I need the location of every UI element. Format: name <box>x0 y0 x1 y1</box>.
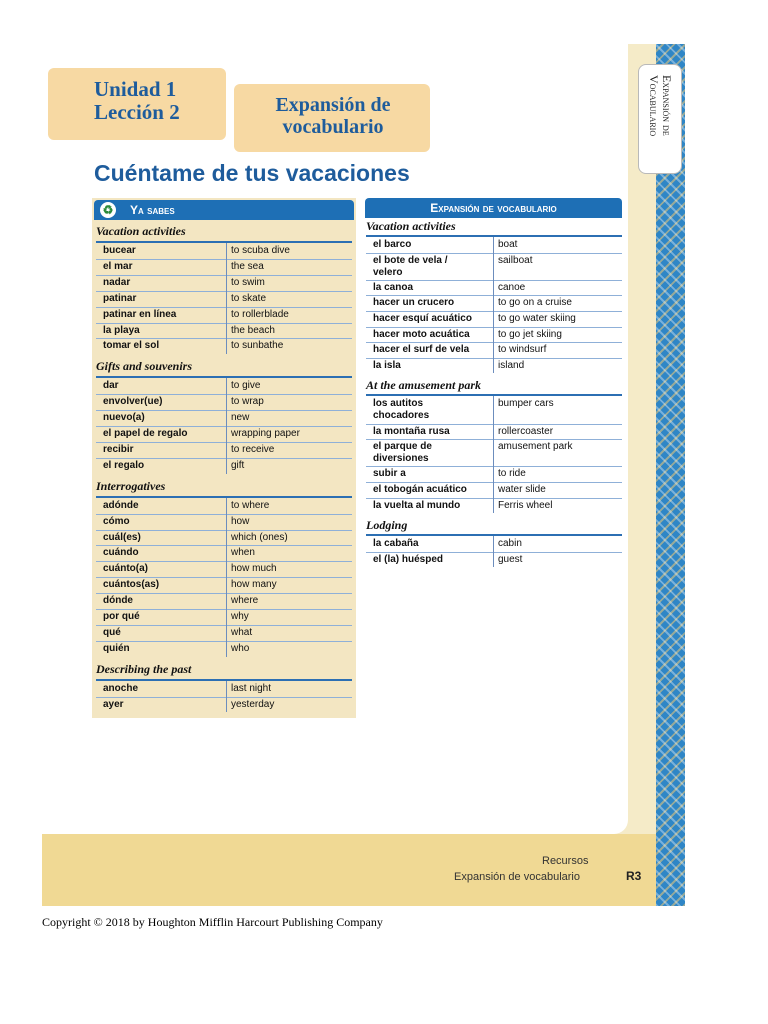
english-term: guest <box>498 553 523 565</box>
ya-sabes-header <box>94 200 354 220</box>
spanish-term: la vuelta al mundo <box>373 499 461 511</box>
section-title: Describing the past <box>96 661 192 676</box>
english-term: which (ones) <box>231 531 288 543</box>
spanish-term: patinar <box>103 292 137 304</box>
english-term: to give <box>231 380 261 392</box>
spanish-term: hacer esquí acuático <box>373 313 472 324</box>
vocab-row <box>96 609 352 625</box>
side-tab-line2: Vocabulario <box>647 75 661 137</box>
spanish-term: los autitos chocadores <box>373 398 430 422</box>
vocab-row <box>96 426 352 442</box>
spanish-term: quién <box>103 642 130 654</box>
english-term: sailboat <box>498 254 533 266</box>
section-title: Vacation activities <box>96 224 186 238</box>
vocab-row <box>96 338 352 354</box>
column-divider <box>226 498 227 657</box>
spanish-term: cómo <box>103 515 130 527</box>
english-term: yesterday <box>231 698 275 710</box>
textbook-page <box>42 44 685 906</box>
spanish-term: patinar en línea <box>103 308 177 320</box>
vocab-row <box>96 593 352 609</box>
english-term: to windsurf <box>498 344 547 356</box>
english-term: gift <box>231 459 245 471</box>
unit-label: Unidad 1 <box>94 77 177 101</box>
english-term: to rollerblade <box>231 308 289 320</box>
vocab-row <box>96 681 352 697</box>
english-term: why <box>231 611 249 622</box>
spanish-term: cuál(es) <box>103 531 141 543</box>
spanish-term: el papel de regalo <box>103 428 188 439</box>
recycle-icon: ♻ <box>100 202 116 218</box>
vocab-row <box>96 697 352 713</box>
spanish-term: cuántos(as) <box>103 579 160 591</box>
vocab-row <box>366 342 622 358</box>
english-term: Ferris wheel <box>498 499 553 511</box>
english-term: to scuba dive <box>231 245 290 256</box>
spanish-term: el bote de vela / velero <box>373 254 448 278</box>
footer-recursos: Recursos <box>542 855 589 867</box>
vocab-row <box>96 243 352 259</box>
section-title: At the amusement park <box>366 378 482 393</box>
english-term: last night <box>231 682 272 694</box>
column-divider <box>226 378 227 473</box>
spanish-term: anoche <box>103 682 139 694</box>
column-divider <box>226 243 227 354</box>
footer-section: Expansión de vocabulario <box>454 871 580 883</box>
english-term: wrapping paper <box>231 428 300 439</box>
spanish-term: el barco <box>373 239 412 250</box>
english-term: to skate <box>231 292 267 304</box>
spanish-term: recibir <box>103 443 134 455</box>
english-term: bumper cars <box>498 398 554 410</box>
vocab-row <box>366 358 622 374</box>
vocab-row <box>366 237 622 253</box>
footer-band <box>42 834 656 906</box>
vocab-row <box>96 530 352 546</box>
vocab-row <box>366 498 622 514</box>
vocab-row <box>96 545 352 561</box>
column-divider <box>493 536 494 567</box>
english-term: to go on a cruise <box>498 297 572 309</box>
spanish-term: adónde <box>103 499 139 511</box>
ya-sabes-label: Ya sabes <box>130 203 175 217</box>
spanish-term: el (la) huésped <box>373 553 444 565</box>
english-term: where <box>231 595 259 607</box>
english-term: amusement park <box>498 441 573 453</box>
spanish-term: hacer el surf de vela <box>373 344 470 356</box>
spanish-term: la montaña rusa <box>373 425 450 437</box>
vocab-row <box>96 514 352 530</box>
english-term: to ride <box>498 468 526 480</box>
english-term: to sunbathe <box>231 340 284 352</box>
column-divider <box>493 396 494 513</box>
vocab-row <box>366 295 622 311</box>
vocab-row <box>96 577 352 593</box>
vocab-row <box>366 439 622 466</box>
english-term: how many <box>231 579 277 591</box>
spanish-term: subir a <box>373 468 406 480</box>
english-term: cabin <box>498 538 522 550</box>
vocab-row <box>96 291 352 307</box>
english-term: the sea <box>231 260 264 272</box>
spanish-term: ayer <box>103 698 124 710</box>
spanish-term: tomar el sol <box>103 340 160 352</box>
section-title: Lodging <box>366 518 408 533</box>
vocab-row <box>366 311 622 327</box>
spanish-term: el parque de diversiones <box>373 441 432 465</box>
spanish-term: bucear <box>103 245 136 256</box>
vocab-row <box>96 259 352 275</box>
vocab-row <box>96 410 352 426</box>
expansion-line1: Expansión de <box>275 94 391 116</box>
english-term: the beach <box>231 324 275 336</box>
english-term: to where <box>231 499 270 511</box>
vocab-row <box>366 327 622 343</box>
english-term: rollercoaster <box>498 425 554 437</box>
english-term: boat <box>498 239 518 250</box>
vocab-row <box>366 466 622 482</box>
section-title: Interrogatives <box>96 478 166 493</box>
spanish-term: el mar <box>103 260 133 272</box>
vocab-row <box>96 498 352 514</box>
vocab-row <box>96 442 352 458</box>
spanish-term: la cabaña <box>373 538 419 550</box>
section-title: Gifts and souvenirs <box>96 359 193 374</box>
expansion-header: Expansión de vocabulario <box>365 198 622 218</box>
page-title: Cuéntame de tus vacaciones <box>94 160 410 186</box>
vocab-row <box>96 323 352 339</box>
vocab-row <box>366 536 622 552</box>
copyright-notice: Copyright © 2018 by Houghton Mifflin Harcourt Publishing Company <box>42 915 383 929</box>
column-divider <box>226 681 227 713</box>
vocab-row <box>96 625 352 641</box>
vocab-row <box>366 396 622 423</box>
vocab-row <box>96 378 352 394</box>
vocab-row <box>96 394 352 410</box>
vocab-row <box>96 307 352 323</box>
spanish-term: por qué <box>103 611 140 622</box>
english-term: canoe <box>498 281 526 293</box>
vocab-row <box>366 482 622 498</box>
spanish-term: la playa <box>103 324 140 336</box>
spanish-term: qué <box>103 626 121 638</box>
page-number: R3 <box>626 869 642 883</box>
vocab-row <box>366 424 622 440</box>
side-tab <box>638 64 682 174</box>
english-term: water slide <box>498 484 546 495</box>
english-term: new <box>231 412 250 424</box>
english-term: how <box>231 515 250 527</box>
vocab-row <box>96 458 352 474</box>
english-term: to swim <box>231 276 265 288</box>
spanish-term: cuándo <box>103 547 139 559</box>
spanish-term: la isla <box>373 359 401 371</box>
english-term: how much <box>231 563 277 575</box>
english-term: to go water skiing <box>498 313 576 324</box>
spanish-term: el regalo <box>103 459 145 471</box>
spanish-term: dar <box>103 380 119 392</box>
english-term: island <box>498 359 525 371</box>
spanish-term: hacer moto acuática <box>373 328 470 340</box>
lesson-label: Lección 2 <box>94 100 180 124</box>
vocab-row <box>96 561 352 577</box>
spanish-term: nuevo(a) <box>103 412 145 424</box>
vocab-row <box>96 641 352 657</box>
side-tab-line1: Expansión de <box>660 75 674 136</box>
spanish-term: la canoa <box>373 281 414 293</box>
spanish-term: envolver(ue) <box>103 396 163 408</box>
vocab-row <box>96 275 352 291</box>
spanish-term: hacer un crucero <box>373 297 455 309</box>
english-term: to receive <box>231 443 275 455</box>
english-term: when <box>231 547 255 559</box>
vocab-row <box>366 253 622 280</box>
spanish-term: el tobogán acuático <box>373 484 467 495</box>
spanish-term: cuánto(a) <box>103 563 148 575</box>
expansion-line2: vocabulario <box>282 116 384 138</box>
vocab-row <box>366 280 622 296</box>
english-term: who <box>231 642 250 654</box>
english-term: to go jet skiing <box>498 328 562 340</box>
english-term: to wrap <box>231 396 264 408</box>
spanish-term: nadar <box>103 276 131 288</box>
spanish-term: dónde <box>103 595 133 607</box>
english-term: what <box>231 626 253 638</box>
vocab-row <box>366 552 622 568</box>
column-divider <box>493 237 494 373</box>
section-title: Vacation activities <box>366 219 456 233</box>
